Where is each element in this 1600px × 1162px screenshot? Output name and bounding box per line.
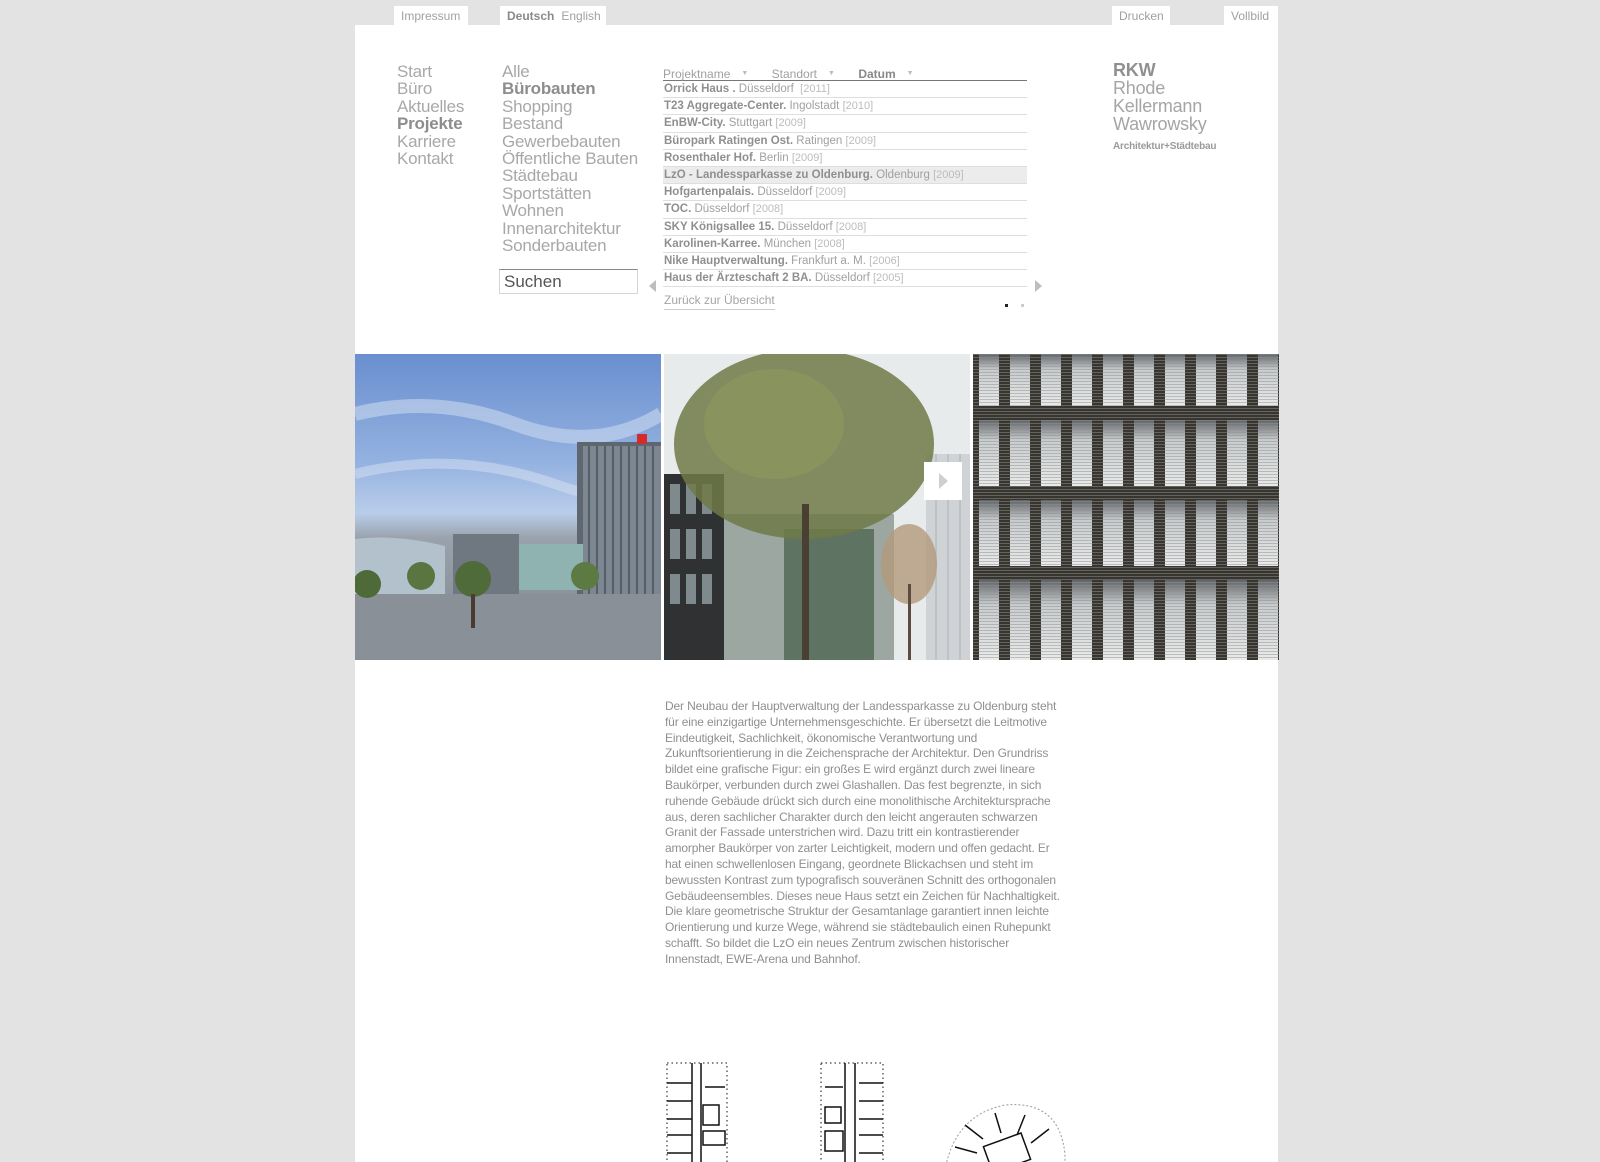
sort-datum[interactable]: Datum ▼: [858, 67, 914, 81]
category-oeffentliche-bauten[interactable]: Öffentliche Bauten: [502, 149, 638, 169]
search-input[interactable]: [499, 269, 638, 294]
project-row-selected[interactable]: LzO - Landessparkasse zu Oldenburg. Oldenburg [2009]: [663, 167, 1027, 184]
project-row[interactable]: Hofgartenpalais. Düsseldorf [2009]: [663, 184, 1027, 201]
page-content: [355, 25, 1278, 1162]
list-next-arrow-icon[interactable]: [1035, 280, 1042, 292]
print-button[interactable]: Drucken: [1112, 6, 1170, 25]
nav-item-start[interactable]: Start: [397, 62, 432, 81]
category-sportstaetten[interactable]: Sportstätten: [502, 183, 592, 203]
rkw-logo[interactable]: [1113, 61, 1216, 153]
logo-line: Rhode: [1113, 78, 1166, 98]
gallery-photo-glasshall[interactable]: [664, 354, 970, 660]
nav-item-buero[interactable]: Büro: [397, 79, 433, 99]
project-list-header: [663, 63, 1027, 81]
category-buerobauten[interactable]: Bürobauten: [502, 79, 596, 99]
project-row[interactable]: TOC. Düsseldorf [2008]: [663, 201, 1027, 218]
page-dot-1[interactable]: [1005, 304, 1008, 307]
lang-en-link[interactable]: English: [561, 9, 601, 23]
project-row[interactable]: Karolinen-Karree. München [2008]: [663, 236, 1027, 253]
project-row[interactable]: EnBW-City. Stuttgart [2009]: [663, 115, 1027, 132]
sort-standort[interactable]: Standort ▼: [771, 67, 835, 81]
project-row[interactable]: SKY Königsallee 15. Düsseldorf [2008]: [663, 219, 1027, 236]
lang-de-link[interactable]: Deutsch: [507, 9, 555, 23]
gallery-next-button[interactable]: [924, 462, 962, 500]
sort-caret-icon: ▼: [828, 70, 835, 77]
nav-item-aktuelles[interactable]: Aktuelles: [397, 96, 465, 116]
project-row[interactable]: Rosenthaler Hof. Berlin [2009]: [663, 150, 1027, 167]
back-to-overview-link[interactable]: Zurück zur Übersicht: [664, 293, 775, 310]
category-nav: [502, 63, 638, 254]
project-list: [663, 63, 1027, 287]
category-wohnen[interactable]: Wohnen: [502, 201, 564, 221]
category-staedtebau[interactable]: Städtebau: [502, 166, 578, 186]
photo-gallery: [355, 354, 1278, 660]
list-prev-arrow-icon[interactable]: [649, 280, 656, 292]
language-switcher: [500, 6, 606, 25]
fullscreen-button[interactable]: Vollbild: [1224, 6, 1278, 25]
category-shopping[interactable]: Shopping: [502, 96, 573, 116]
gallery-photo-facade[interactable]: [973, 354, 1279, 660]
project-row[interactable]: T23 Aggregate-Center. Ingolstadt [2010]: [663, 98, 1027, 115]
project-description: Der Neubau der Hauptverwaltung der Landessparkasse zu Oldenburg steht für eine einzigartige Unternehmensgeschichte. Er übersetzt die Leitmotive Eindeutigkeit, Sachlichkeit, ökonomische Verantwortung und Zukunftsorientierung in die Zeichensprache der Architektur. Den Grundriss bildet eine grafische Figur: ein großes E wird ergänzt durch zwei lineare Baukörper, verbunden durch zwei Glashallen. Das fest begrenzte, in sich ruhende Gebäude drückt sich durch eine monolithische Architektursprache aus, deren sachlicher Charakter durch den leicht angerauten schwarzen Granit der Fassade unterstrichen wird. Dazu tritt ein kontrastierender amorpher Baukörper von zarter Leichtigkeit, modern und offen gedacht. Er hat einen schwellenlosen Eingang, geordnete Blickachsen und steht im bewussten Kontrast zum typografisch souveränen Schnitt des orthogonalen Gebäudeensembles. Dieses neue Haus setzt ein Zeichen für Nachhaltigkeit. Die klare geometrische Struktur der Gesamtanlage garantiert innen leichte Orientierung und kurze Wege, während sie städtebaulich einen Ruhepunkt schafft. So bildet die LzO ein neues Zentrum zwischen historischer Innenstadt, EWE-Arena und Bahnhof.: [665, 699, 1060, 966]
impressum-link[interactable]: Impressum: [394, 6, 468, 25]
sort-projektname[interactable]: Projektname ▼: [663, 67, 749, 81]
category-innenarchitektur[interactable]: Innenarchitektur: [502, 218, 621, 238]
floor-plans[interactable]: [665, 1035, 1075, 1162]
nav-item-karriere[interactable]: Karriere: [397, 131, 456, 151]
logo-line: Kellermann: [1113, 96, 1203, 116]
sort-caret-icon: ▼: [741, 70, 749, 77]
project-row[interactable]: Haus der Ärzteschaft 2 BA. Düsseldorf [2005]: [663, 270, 1027, 287]
project-row[interactable]: Büropark Ratingen Ost. Ratingen [2009]: [663, 133, 1027, 150]
nav-item-projekte[interactable]: Projekte: [397, 114, 463, 134]
category-gewerbebauten[interactable]: Gewerbebauten: [502, 131, 621, 151]
project-row[interactable]: Nike Hauptverwaltung. Frankfurt a. M. [2006]: [663, 253, 1027, 270]
sort-caret-icon: ▼: [906, 70, 914, 77]
logo-line: RKW: [1113, 60, 1156, 80]
category-alle[interactable]: Alle: [502, 62, 530, 81]
gallery-photo-plaza[interactable]: [355, 354, 661, 660]
logo-tagline: Architektur+Städtebau: [1113, 141, 1217, 152]
logo-line: Wawrowsky: [1113, 114, 1207, 134]
category-bestand[interactable]: Bestand: [502, 114, 563, 134]
page-dot-2[interactable]: [1021, 304, 1024, 307]
project-row[interactable]: Orrick Haus . Düsseldorf [2011]: [663, 81, 1027, 98]
category-sonderbauten[interactable]: Sonderbauten: [502, 236, 607, 256]
main-nav: [397, 63, 464, 167]
nav-item-kontakt[interactable]: Kontakt: [397, 149, 454, 169]
